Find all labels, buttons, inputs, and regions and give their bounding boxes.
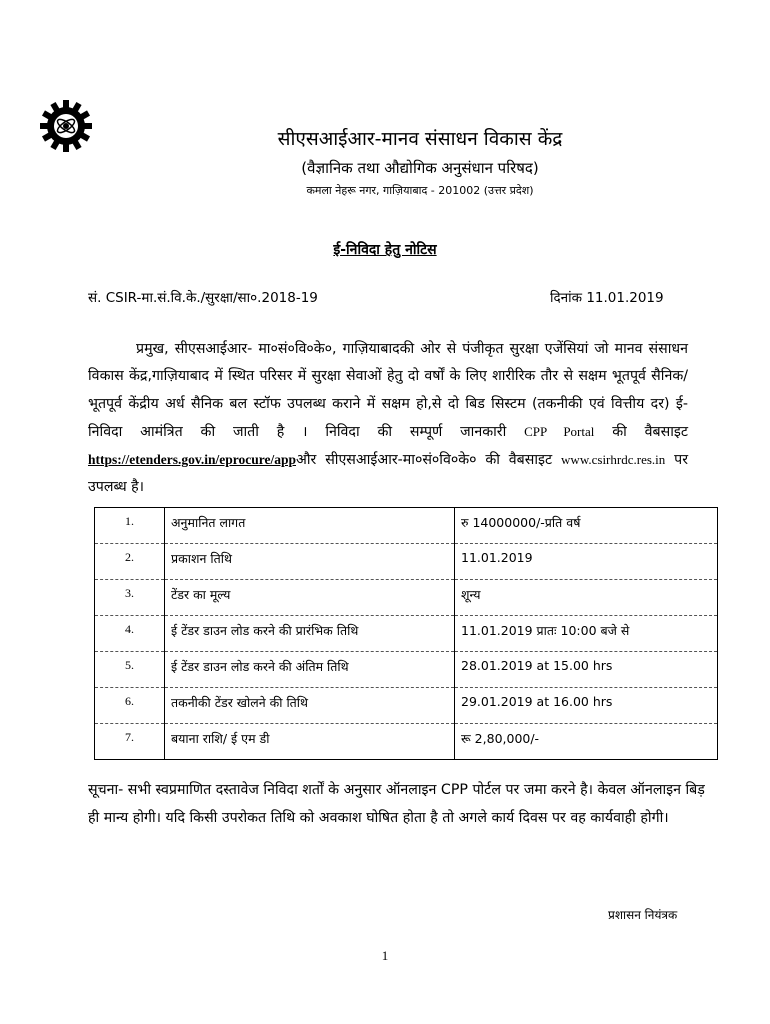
tender-details-table — [94, 507, 718, 760]
table-row — [95, 508, 718, 544]
table-row — [95, 652, 718, 688]
row-item: अनुमानित लागत — [165, 508, 455, 544]
row-value: रु 14000000/-प्रति वर्ष — [455, 508, 718, 544]
table-row — [95, 724, 718, 760]
notice-body — [88, 336, 688, 502]
row-number: 5. — [95, 652, 165, 688]
row-value: 29.01.2019 at 16.00 hrs — [455, 688, 718, 724]
row-number: 4. — [95, 616, 165, 652]
body-text-part1: प्रमुख, सीएसआईआर- मा०सं०वि०के०, गाज़ियाबादकी ओर से पंजीकृत सुरक्षा एजेंसियां जो मानव संसाधन विकास केंद्र,गाज़ियाबाद में स्थित परिसर में सुरक्षा सेवाओं हेतु दो वर्षों के लिए शारीरिक तौर से सक्षम भूतपूर्व सैनिक/भूतपूर्व केंद्रीय अर्ध सैनिक बल स्टॉफ उपलब्ध कराने में सक्षम हो,से दो बिड सिस्टम (तकनीकी एवं वित्तीय दर) ई-निविदा आमंत्रित की जाती है । निविदा की सम्पूर्ण जानकारी — [88, 341, 688, 440]
row-number: 2. — [95, 544, 165, 580]
institute-website: www.csirhrdc.res.in — [561, 452, 666, 468]
body-text-part2: की वैबसाइट — [612, 423, 689, 440]
row-item: प्रकाशन तिथि — [165, 544, 455, 580]
body-text-part3: और सीएसआईआर-मा०सं०वि०के० की वैबसाइट — [296, 452, 553, 469]
table-row — [95, 616, 718, 652]
etenders-link[interactable]: https://etenders.gov.in/eprocure/app — [88, 452, 297, 468]
table-row — [95, 580, 718, 616]
row-value: 11.01.2019 — [455, 544, 718, 580]
row-number: 3. — [95, 580, 165, 616]
row-value: 11.01.2019 प्रातः 10:00 बजे से — [455, 616, 718, 652]
row-item: ई टेंडर डाउन लोड करने की अंतिम तिथि — [165, 652, 455, 688]
table-row — [95, 544, 718, 580]
organization-address: कमला नेहरू नगर, गाज़ियाबाद - 201002 (उत्तर प्रदेश) — [306, 184, 534, 197]
notice-note: सूचना- सभी स्वप्रमाणित दस्तावेज निविदा शर्तों के अनुसार ऑनलाइन CPP पोर्टल पर जमा करने है। केवल ऑनलाइन बिड़ ही मान्य होगी। यदि किसी उपरोकत तिथि को अवकाश घोषित होता है तो अगले कार्य दिवस पर वह कार्यवाही होगी। — [88, 782, 705, 826]
row-item: बयाना राशि/ ई एम डी — [165, 724, 455, 760]
row-value: 28.01.2019 at 15.00 hrs — [455, 652, 718, 688]
table-row — [95, 688, 718, 724]
page-number: 1 — [381, 948, 389, 963]
notice-title: ई-निविदा हेतु नोटिस — [333, 242, 437, 258]
row-value: रू 2,80,000/- — [455, 724, 718, 760]
cpp-portal-text: CPP Portal — [524, 423, 595, 439]
row-number: 1. — [95, 508, 165, 544]
organization-name: सीएसआईआर-मानव संसाधन विकास केंद्र — [277, 128, 563, 150]
parent-organization: (वैज्ञानिक तथा औद्योगिक अनुसंधान परिषद) — [301, 159, 539, 177]
row-value: शून्य — [455, 580, 718, 616]
csir-gear-emblem-icon — [40, 100, 92, 152]
row-item: ई टेंडर डाउन लोड करने की प्रारंभिक तिथि — [165, 616, 455, 652]
row-item: टेंडर का मूल्य — [165, 580, 455, 616]
row-number: 7. — [95, 724, 165, 760]
notice-date: दिनांक 11.01.2019 — [550, 290, 664, 306]
row-item: तकनीकी टेंडर खोलने की तिथि — [165, 688, 455, 724]
body-text-part4: पर उपलब्ध है। — [88, 452, 689, 496]
signatory-title: प्रशासन नियंत्रक — [608, 908, 678, 922]
reference-number: सं. CSIR-मा.सं.वि.के./सुरक्षा/सा०.2018-19 — [88, 290, 318, 306]
row-number: 6. — [95, 688, 165, 724]
